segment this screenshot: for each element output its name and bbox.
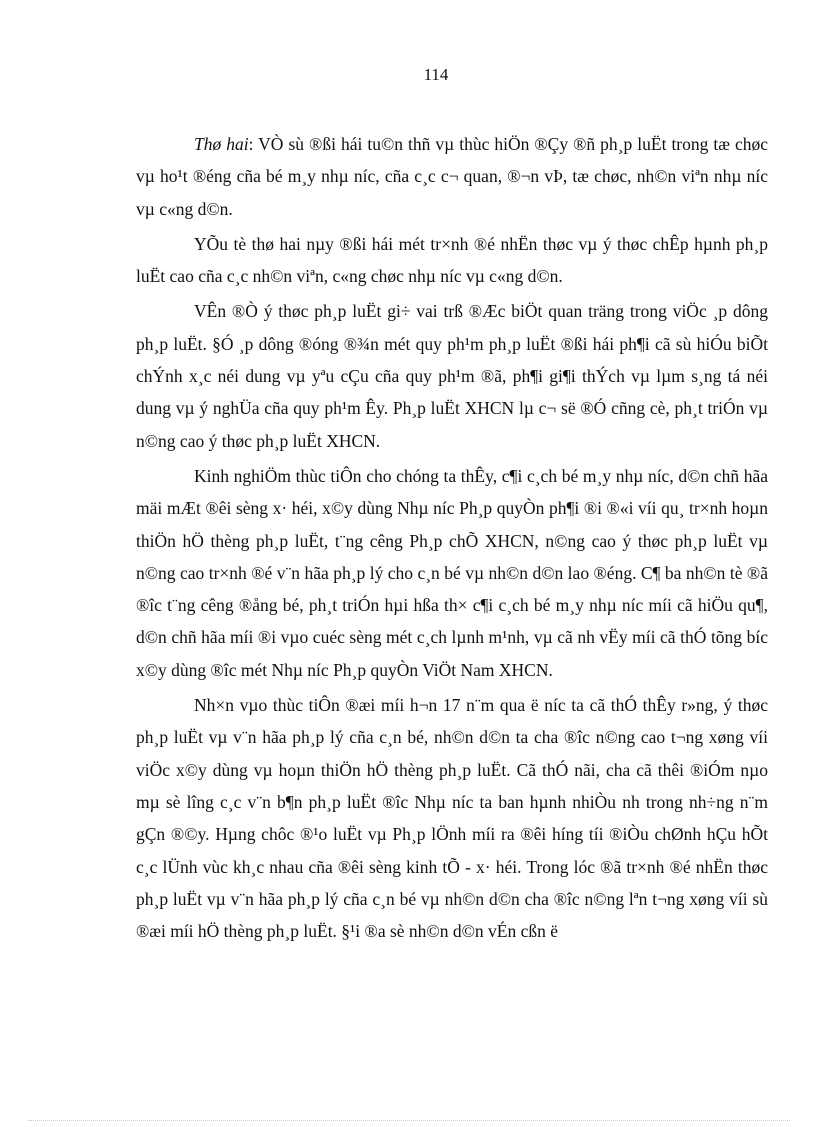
paragraph-2: YÕu tè thø hai nµy ®ßi hái mét tr×nh ®é nhËn thøc vµ ý thøc chÊp hµnh ph¸p luËt cao cña c¸c nh©n viªn, c«ng chøc nhµ níc vµ c«ng d©n. xyxy=(136,233,768,287)
paragraph-1-lead: Thø hai xyxy=(194,134,249,154)
paragraph-1 xyxy=(136,128,768,225)
page-number: 114 xyxy=(423,65,449,84)
paragraph-4: Kinh nghiÖm thùc tiÔn cho chóng ta thÊy, c¶i c¸ch bé m¸y nhµ níc, d©n chñ hãa mäi mÆt ®êi sèng x· héi, x©y dùng Nhµ níc Ph¸p quyÒn ph¶i ®i ®«i víi qu¸ tr×nh hoµn thiÖn hÖ thèng ph¸p luËt, t¨ng cêng Ph¸p chÕ XHCN, n©ng cao ý thøc ph¸p luËt vµ n©ng cao tr×nh ®é v¨n hãa ph¸p lý cho c¸n bé vµ nh©n d©n lao ®éng. C¶ ba nh©n tè ®ã ®îc t¨ng cêng ®ång bé, ph¸t triÓn hµi hßa th× c¶i c¸ch bé m¸y nhµ níc míi cã hiÖu qu¶, d©n chñ hãa míi ®i vµo cuéc sèng mét c¸ch lµnh m¹nh, vµ cã nh vËy míi cã thÓ tõng bíc x©y dùng ®îc mét Nhµ níc Ph¸p quyÒn ViÖt Nam XHCN. xyxy=(136,465,768,680)
paragraph-5: Nh×n vµo thùc tiÔn ®æi míi h¬n 17 n¨m qua ë níc ta cã thÓ thÊy r»ng, ý thøc ph¸p luËt vµ v¨n hãa ph¸p lý cña c¸n bé, nh©n d©n ta cha ®îc n©ng cao t¬ng xøng víi viÖc x©y dùng vµ hoµn thiÖn hÖ thèng ph¸p luËt. Cã thÓ nãi, cha cã thêi ®iÓm nµo mµ sè lîng c¸c v¨n b¶n ph¸p luËt ®îc Nhµ níc ta ban hµnh nhiÒu nh trong nh÷ng n¨m gÇn ®©y. Hµng chôc ®¹o luËt vµ Ph¸p lÖnh míi ra ®êi híng tíi ®iÒu chØnh hÇu hÕt c¸c lÜnh vùc kh¸c nhau cña ®êi sèng kinh tÕ - x· héi. Trong lóc ®ã tr×nh ®é nhËn thøc ph¸p luËt vµ v¨n hãa ph¸p lý cña c¸n bé vµ nh©n d©n cha ®îc n©ng lªn t¬ng xøng víi sù ®æi míi hÖ thèng ph¸p luËt. §¹i ®a sè nh©n d©n vÉn cßn ë xyxy=(136,695,768,942)
body-text xyxy=(136,128,768,947)
paragraph-3: VÊn ®Ò ý thøc ph¸p luËt gi÷ vai trß ®Æc biÖt quan träng trong viÖc ¸p dông ph¸p luËt. §Ó ¸p dông ®óng ®¾n mét quy ph¹m ph¸p luËt ®ßi hái ph¶i cã sù hiÓu biÕt chÝnh x¸c néi dung vµ yªu cÇu cña quy ph¹m ®ã, ph¶i gi¶i thÝch vµ lµm s¸ng tá néi dung vµ ý nghÜa cña quy ph¹m Êy. Ph¸p luËt XHCN lµ c¬ së ®Ó cñng cè, ph¸t triÓn vµ n©ng cao ý thøc ph¸p luËt XHCN. xyxy=(136,301,768,451)
page-bottom-border xyxy=(28,1120,790,1121)
paragraph-1-text: : VÒ sù ®ßi hái tu©n thñ vµ thùc hiÖn ®Çy ®ñ ph¸p luËt trong tæ chøc vµ ho¹t ®éng cña bé m¸y nhµ níc, cña c¸c c¬ quan, ®¬n vÞ, tæ chøc, nh©n viªn nhµ níc vµ c«ng d©n. xyxy=(136,134,768,219)
